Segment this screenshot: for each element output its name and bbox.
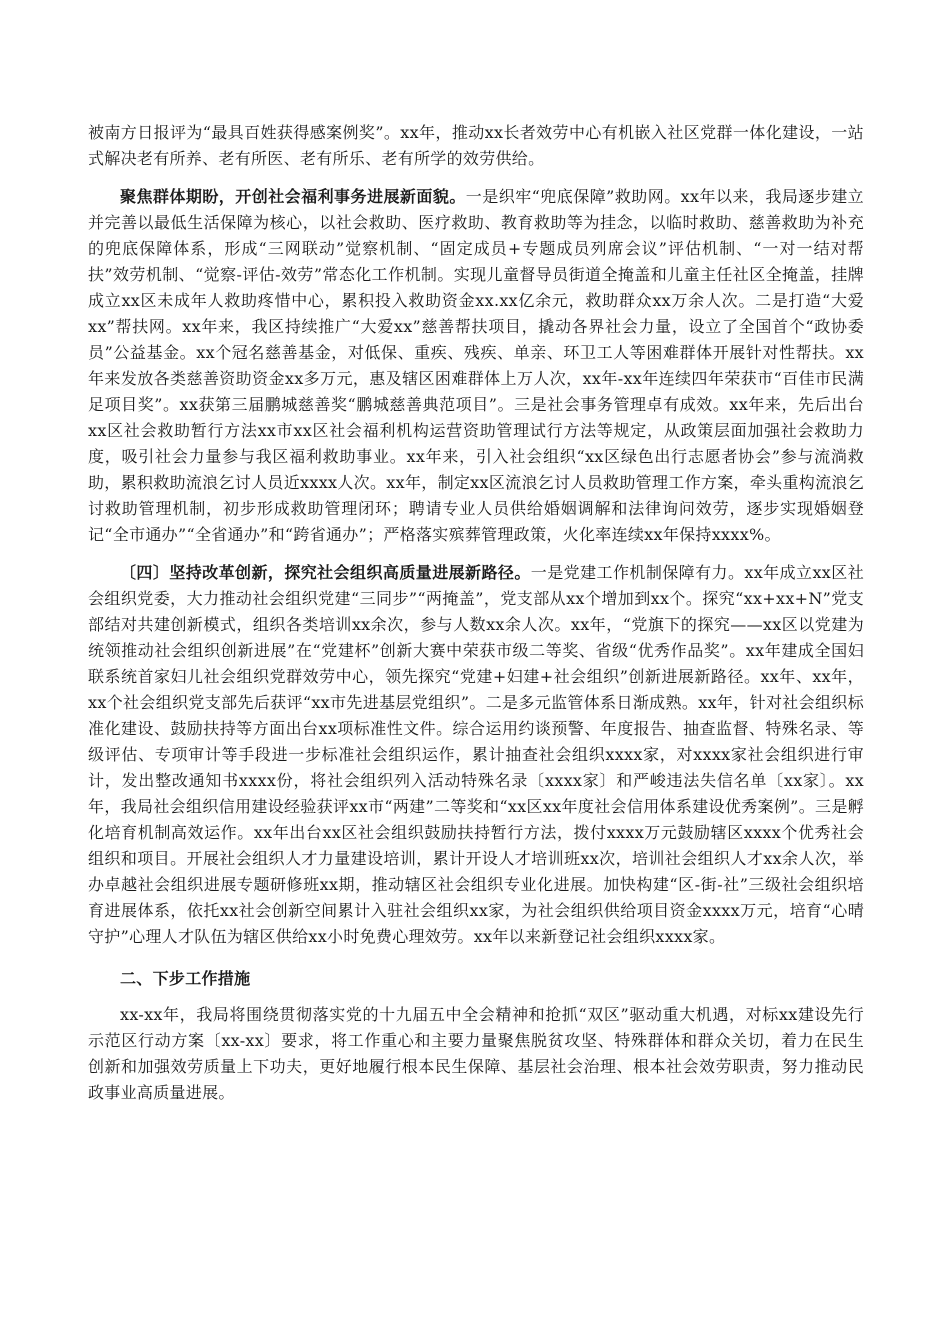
- section-heading: 二、下步工作措施: [120, 969, 251, 988]
- paragraph-lead-social-organization: 〔四〕坚持改革创新，探究社会组织高质量进展新路径。: [120, 563, 531, 582]
- paragraph-social-welfare: [88, 184, 864, 548]
- paragraph-continuation: 被南方日报评为“最具百姓获得感案例奖”。xx年，推动xx长者效劳中心有机嵌入社区党群一体化建设，一站式解决老有所养、老有所医、老有所乐、老有所学的效劳供给。: [88, 123, 864, 168]
- document-body: [88, 120, 864, 1106]
- paragraph-lead-social-welfare: 聚焦群体期盼，开创社会福利事务进展新面貌。: [120, 187, 466, 206]
- paragraph-social-organization: [88, 560, 864, 950]
- paragraph-text-social-welfare: 一是织牢“兜底保障”救助网。xx年以来，我局逐步建立并完善以最低生活保障为核心，以社会救助、医疗救助、教育救助等为挂念，以临时救助、慈善救助为补充的兜底保障体系，形成“三网联动”觉察机制、“固定成员+专题成员列席会议”评估机制、“一对一结对帮扶”效劳机制、“觉察-评估-效劳”常态化工作机制。实现儿童督导员街道全掩盖和儿童主任社区全掩盖，挂牌成立xx区未成年人救助疼惜中心，累积投入救助资金xx.xx亿余元，救助群众xx万余人次。二是打造“大爱xx”帮扶网。xx年来，我区持续推广“大爱xx”慈善帮扶项目，撬动各界社会力量，设立了全国首个“政协委员”公益基金。xx个冠名慈善基金，对低保、重疾、残疾、单亲、环卫工人等困难群体开展针对性帮扶。xx年来发放各类慈善资助资金xx多万元，惠及辖区困难群体上万人次，xx年-xx年连续四年荣获市“百佳市民满足项目奖”。xx获第三届鹏城慈善奖“鹏城慈善典范项目”。三是社会事务管理卓有成效。xx年来，先后出台xx区社会救助暂行方法xx市xx区社会福利机构运营资助管理试行方法等规定，从政策层面加强社会救助力度，吸引社会力量参与我区福利救助事业。xx年来，引入社会组织“xx区绿色出行志愿者协会”参与流淌救助，累积救助流浪乞讨人员近xxxx人次。xx年，制定xx区流浪乞讨人员救助管理工作方案，牵头重构流浪乞讨救助管理机制，初步形成救助管理闭环；聘请专业人员供给婚姻调解和法律询问效劳，逐步实现婚姻登记“全市通办”“全省通办”和“跨省通办”；严格落实殡葬管理政策，火化率连续xx年保持xxxx%。: [88, 187, 864, 544]
- paragraph-text-social-organization: 一是党建工作机制保障有力。xx年成立xx区社会组织党委，大力推动社会组织党建“三同步”“两掩盖”，党支部从xx个增加到xx个。探究“xx+xx+N”党支部结对共建创新模式，组织各类培训xx余次，参与人数xx余人次。xx年，“党旗下的探究——xx区以党建为统领推动社会组织创新进展”在“党建杯”创新大赛中荣获市级二等奖、省级“优秀作品奖”。xx年建成全国妇联系统首家妇儿社会组织党群效劳中心，领先探究“党建+妇建+社会组织”创新进展新路径。xx年、xx年，xx个社会组织党支部先后获评“xx市先进基层党组织”。二是多元监管体系日渐成熟。xx年，针对社会组织标准化建设、鼓励扶持等方面出台xx项标准性文件。综合运用约谈预警、年度报告、抽查监督、特殊名录、等级评估、专项审计等手段进一步标准社会组织运作，累计抽查社会组织xxxx家，对xxxx家社会组织进行审计，发出整改通知书xxxx份，将社会组织列入活动特殊名录〔xxxx家〕和严峻违法失信名单〔xx家〕。xx年，我局社会组织信用建设经验获评xx市“两建”二等奖和“xx区xx年度社会信用体系建设优秀案例”。三是孵化培育机制高效运作。xx年出台xx区社会组织鼓励扶持暂行方法，拨付xxxx万元鼓励辖区xxxx个优秀社会组织和项目。开展社会组织人才力量建设培训，累计开设人才培训班xx次，培训社会组织人才xx余人次，举办卓越社会组织进展专题研修班xx期，推动辖区社会组织专业化进展。加快构建“区-街-社”三级社会组织培育进展体系，依托xx社会创新空间累计入驻社会组织xx家，为社会组织供给项目资金xxxx万元，培育“心晴守护”心理人才队伍为辖区供给xx小时免费心理效劳。xx年以来新登记社会组织xxxx家。: [88, 563, 864, 946]
- paragraph-next-steps: xx-xx年，我局将围绕贯彻落实党的十九届五中全会精神和抢抓“双区”驱动重大机遇，对标xx建设先行示范区行动方案〔xx-xx〕要求，将工作重心和主要力量聚焦脱贫攻坚、特殊群体和群众关切，着力在民生创新和加强效劳质量上下功夫，更好地履行根本民生保障、基层社会治理、根本社会效劳职责，努力推动民政事业高质量进展。: [88, 1005, 864, 1102]
